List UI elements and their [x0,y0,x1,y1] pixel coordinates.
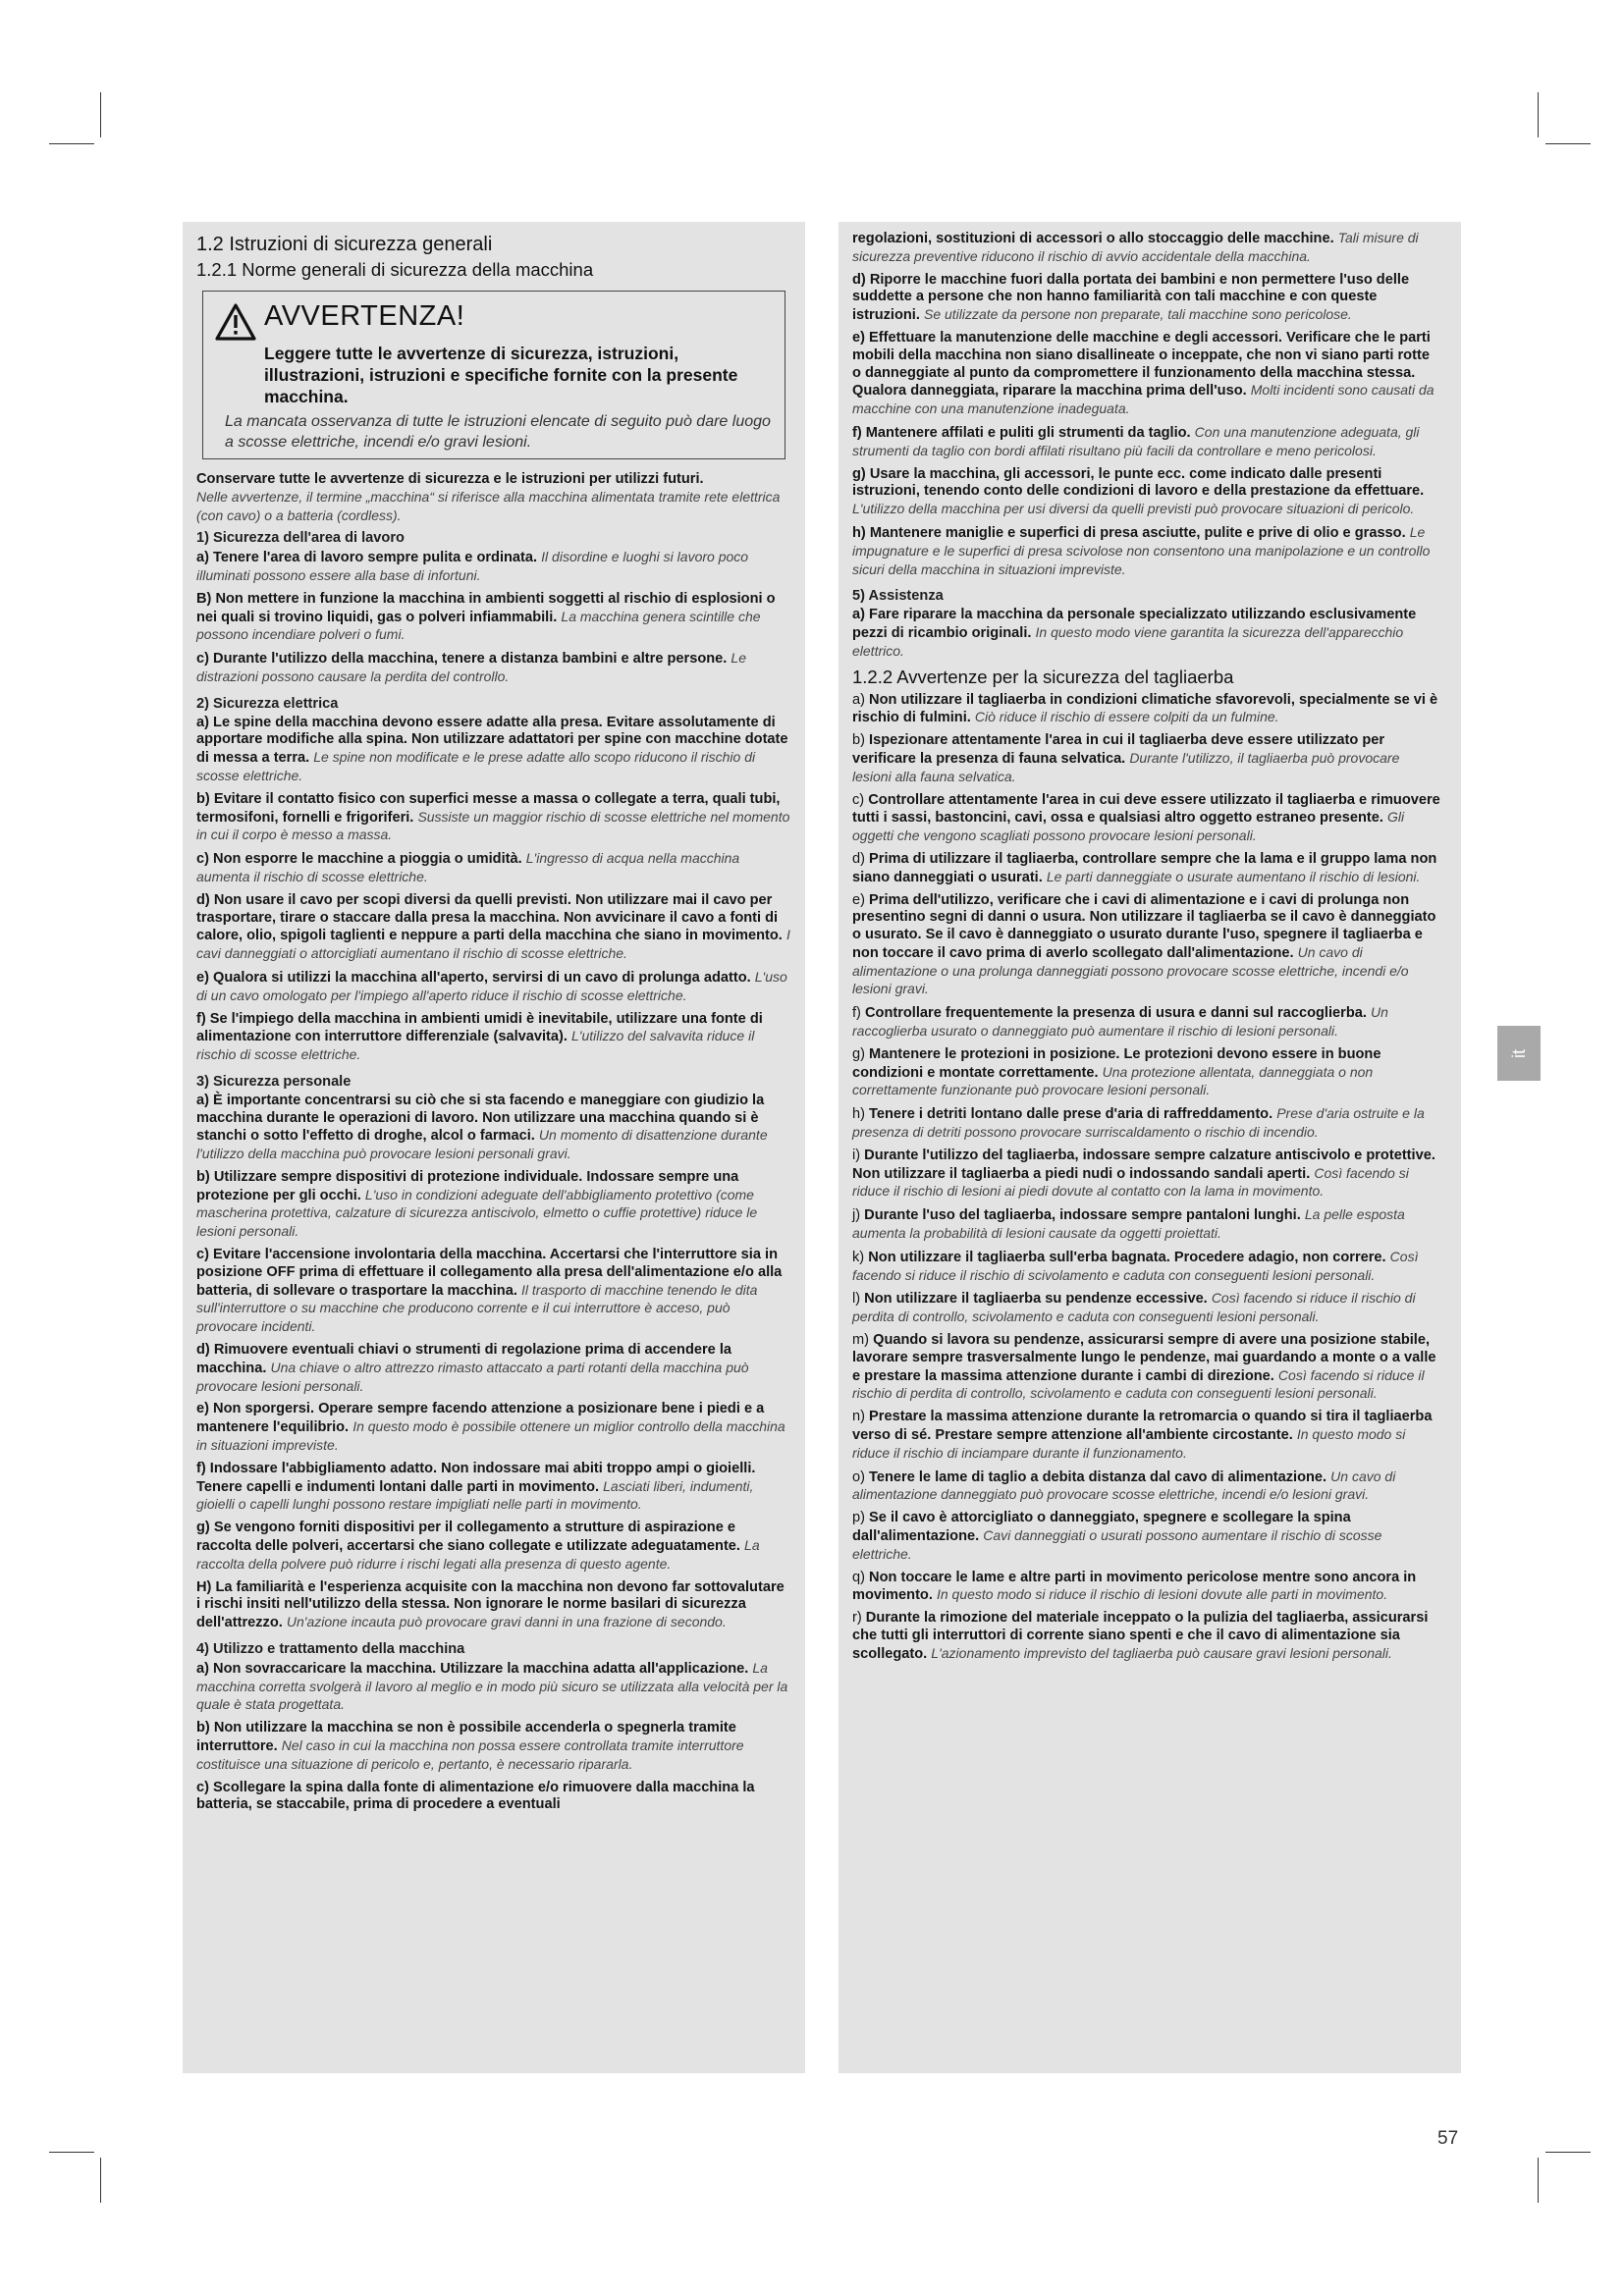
item-explanation: Una chiave o altro attrezzo rimasto attaccato a parti rotanti della macchina può provocare lesioni personali. [196,1359,749,1394]
item-explanation: L'ingresso di acqua nella macchina aumenta il rischio di scosse elettriche. [196,850,740,884]
safety-item [196,969,791,1006]
subsection-heading: 5) Assistenza [852,588,944,605]
item-prefix: r) [852,1610,862,1627]
item-instruction: Durante l'uso del tagliaerba, indossare sempre pantaloni lunghi. [864,1207,1301,1224]
item-instruction: b) Evitare il contatto fisico con superfici messe a massa o collegate a terra, quali tubi, termosifoni, fornelli e frigoriferi. [196,790,781,826]
safety-item [196,1247,791,1337]
item-instruction: Ispezionare attentamente l'area in cui il tagliaerba deve essere utilizzato per verificare la presenza di fauna selvatica. [852,732,1385,767]
item-explanation: Un cavo di alimentazione o una prolunga danneggiati possono provocare scosse elettriche, incendi e/o lesioni gravi. [852,943,1409,997]
item-prefix: c) [852,791,865,808]
warning-consequence: La mancata osservanza di tutte le istruzioni elencate di seguito può dare luogo a scosse elettriche, incendi e/o gravi lesioni. [225,413,771,451]
item-instruction: c) Evitare l'accensione involontaria della macchina. Accertarsi che l'interruttore sia in posizione OFF prima di effettuare il collegamento alla presa dell'alimentazione e/o alla batteria, di sollevare o trasportare la macchina. [196,1247,783,1299]
left-items [196,530,791,1814]
crop-mark [1545,143,1591,144]
item-prefix: b) [852,732,865,749]
item-instruction: c) Non esporre le macchine a pioggia o umidità. [196,851,522,868]
safety-item [852,424,1441,461]
left-column [183,222,805,2073]
item-explanation: Così facendo si riduce il rischio di scivolamento e caduta con conseguenti lesioni personali. [852,1248,1419,1283]
item-prefix: d) [852,850,865,867]
safety-item [852,466,1441,519]
item-explanation: I cavi danneggiati o attorcigliati aumentano il rischio di scosse elettriche. [196,927,790,962]
safety-item [196,1401,791,1455]
item-instruction: f) Indossare l'abbigliamento adatto. Non indossare mai abiti troppo ampi o gioielli. Tenere capelli e indumenti lontani dalle parti in movimento. [196,1460,756,1495]
item-instruction: h) Mantenere maniglie e superfici di presa asciutte, pulite e prive di olio e grasso. [852,524,1406,541]
item-instruction: Durante l'utilizzo del tagliaerba, indossare sempre calzature antiscivolo e protettive. Non utilizzare il tagliaerba a piedi nudi o indossando sandali aperti. [852,1147,1435,1182]
item-explanation: Un momento di disattenzione durante l'utilizzo della macchina può provocare lesioni personali gravi. [196,1127,768,1162]
crop-mark [1538,92,1539,137]
item-instruction: a) Le spine della macchina devono essere adatte alla presa. Evitare assolutamente di apportare modifiche alla spina. Non utilizzare adattatori per spine con macchine dotate di messa a terra. [196,714,788,767]
item-instruction: a) Non sovraccaricare la macchina. Utilizzare la macchina adatta all'applicazione. [196,1660,749,1677]
item-instruction: e) Effettuare la manutenzione delle macchine e degli accessori. Verificare che le parti mobili della macchina non siano disallineate o inceppate, che non vi siano parti rotte o danneggiate al punto da compromettere il funzionamento della macchina stessa. Qualora danneggiata, riparare la macchina prima dell'uso. [852,329,1431,400]
item-explanation: Con una manutenzione adeguata, gli strumenti da taglio con bordi affilati risultano più facili da controllare e meno pericolosi. [852,423,1420,458]
section-subtitle: 1.2.2 Avvertenze per la sicurezza del tagliaerba [852,666,1234,687]
item-instruction: Durante la rimozione del materiale inceppato o la pulizia del tagliaerba, assicurarsi che tutti gli interruttori di corrente siano spenti e che il cavo di alimentazione sia scollegato. [852,1610,1429,1662]
item-explanation: Così facendo si riduce il rischio di lesioni ai piedi dovute al contatto con la lama in movimento. [852,1164,1409,1200]
item-instruction: Prima dell'utilizzo, verificare che i cavi di alimentazione e i cavi di prolunga non presentino segni di danni o usura. Non utilizzare il tagliaerba se il cavo è danneggiato o usurato. Se il cavo è danneggiato o usurato durante l'uso, spegnere il tagliaerba e non toccare il cavo prima di averlo scollegato dall'alimentazione. [852,891,1436,961]
item-instruction: b) Non utilizzare la macchina se non è possibile accenderla o spegnerla tramite interruttore. [196,1720,736,1754]
item-instruction: regolazioni, sostituzioni di accessori o allo stoccaggio delle macchine. [852,231,1334,246]
item-prefix: j) [852,1207,861,1224]
item-explanation: L'uso in condizioni adeguate dell'abbigliamento protettivo (come mascherina protettiva, calzature di sicurezza antiscivolo, elmetto o cuffie protettive) riduce le lesioni personali. [196,1186,758,1240]
item-explanation: L'uso di un cavo omologato per l'impiego all'aperto riduce il rischio di scosse elettriche. [196,968,787,1003]
item-instruction: Se il cavo è attorcigliato o danneggiato, spegnere e scollegare la spina dall'alimentazione. [852,1510,1351,1544]
item-explanation: Sussiste un maggior rischio di scosse elettriche nel momento in cui il corpo è messo a massa. [196,808,790,843]
item-prefix: f) [852,1005,861,1022]
item-instruction: Non utilizzare il tagliaerba in condizioni climatiche sfavorevoli, specialmente se vi è rischio di fulmini. [852,691,1438,726]
item-prefix: h) [852,1106,865,1123]
item-instruction: b) Utilizzare sempre dispositivi di protezione individuale. Indossare sempre una protezione per gli occhi. [196,1168,739,1203]
item-prefix: l) [852,1291,861,1308]
item-explanation: Un'azione incauta può provocare gravi danni in una frazione di secondo. [286,1614,727,1630]
item-instruction: e) Non sporgersi. Operare sempre facendo attenzione a posizionare bene i piedi e a mantenere l'equilibrio. [196,1401,765,1436]
safety-item [196,791,791,845]
item-explanation: In questo modo viene garantita la sicurezza dell'apparecchio elettrico. [852,623,1404,659]
safety-item [852,1510,1441,1564]
safety-item [196,850,791,887]
intro-bold: Conservare tutte le avvertenze di sicurezza e le istruzioni per utilizzi futuri. [196,471,704,487]
item-explanation: Se utilizzate da persone non preparate, tali macchine sono pericolose. [923,306,1352,323]
item-prefix: p) [852,1510,865,1526]
item-instruction: d) Non usare il cavo per scopi diversi da quelli previsti. Non utilizzare mai il cavo per trasportare, tirare o staccare dalla presa la macchina. Non avvicinare il cavo a fonti di calore, olio, spigoli taglienti e neppure a parti della macchina che siano in movimento. [196,891,783,944]
item-instruction: B) Non mettere in funzione la macchina in ambienti soggetti al rischio di esplosioni o nei quali si trovino liquidi, gas o polveri infiammabili. [196,590,776,625]
safety-item [196,715,791,786]
item-explanation: Le parti danneggiate o usurate aumentano il rischio di lesioni. [1046,868,1421,884]
right-column [839,222,1461,2073]
item-explanation: Nel caso in cui la macchina non possa essere controllata tramite interruttore costituisce una situazione di pericolo e, pertanto, è necessario ripararla. [196,1737,744,1772]
item-explanation: Una protezione allentata, danneggiata o non correttamente funzionante può provocare lesioni personali. [852,1063,1374,1098]
crop-mark [1545,2152,1591,2153]
safety-item [196,1660,791,1715]
subsection-heading: 3) Sicurezza personale [196,1073,352,1090]
item-explanation: L'utilizzo del salvavita riduce il rischio di scosse elettriche. [196,1028,755,1063]
item-prefix: a) [852,691,865,708]
item-explanation: Tali misure di sicurezza preventive riducono il rischio di avvio accidentale della macchina. [852,230,1419,264]
safety-item [852,230,1441,267]
safety-item [852,1148,1441,1201]
language-tab-label: it [1508,1048,1529,1058]
safety-item [196,1093,791,1164]
item-instruction: a) È importante concentrarsi su ciò che si sta facendo e maneggiare con giudizio la macchina durante le operazioni di lavoro. Non utilizzare una macchina quando si è stanchi o sotto l'effetto di droghe, alcol o farmaci. [196,1092,765,1145]
warning-triangle-icon [215,303,256,341]
safety-item [196,1520,791,1574]
item-explanation: L'azionamento imprevisto del tagliaerba può causare gravi lesioni personali. [931,1644,1392,1661]
item-explanation: L'utilizzo della macchina per usi diversi da quelli previsti può provocare situazioni di pericolo. [852,501,1415,517]
subsection-heading: 1) Sicurezza dell'area di lavoro [196,530,405,547]
safety-item [852,1290,1441,1327]
section-title: 1.2 Istruzioni di sicurezza generali [196,234,493,255]
safety-item [852,607,1441,661]
item-instruction: g) Se vengono forniti dispositivi per il collegamento a strutture di aspirazione e raccolta delle polveri, accertarsi che siano collegate e utilizzate adeguatamente. [196,1520,740,1555]
safety-item [852,892,1441,1000]
item-prefix: m) [852,1332,870,1349]
item-prefix: n) [852,1409,865,1425]
item-instruction: d) Riporre le macchine fuori dalla portata dei bambini e non permettere l'uso delle suddette a persone che non hanno familiarità con tali macchine e con queste istruzioni. [852,271,1410,324]
item-instruction: d) Rimuovere eventuali chiavi o strumenti di regolazione prima di accendere la macchina. [196,1342,731,1376]
crop-mark [49,2152,94,2153]
safety-item [852,851,1441,887]
item-explanation: Così facendo si riduce il rischio di perdita di controllo, scivolamento e caduta con conseguenti lesioni personali. [852,1290,1416,1325]
item-explanation: Un cavo di alimentazione danneggiato può provocare scosse elettriche, incendi e/o lesioni gravi. [852,1468,1396,1503]
item-instruction: Controllare attentamente l'area in cui deve essere utilizzato il tagliaerba e rimuovere tutti i sassi, bastoncini, cavi, ossa e qualsiasi altro oggetto estraneo presente. [852,791,1440,827]
safety-item [852,272,1441,325]
item-explanation: In questo modo si riduce il rischio di inciampare durante il funzionamento. [852,1426,1406,1461]
item-instruction: Non toccare le lame e altre parti in movimento pericolose mentre sono ancora in movimento. [852,1569,1417,1604]
item-explanation: La macchina corretta svolgerà il lavoro al meglio e in modo più sicuro se utilizzata alla velocità per la quale è stata progettata. [196,1659,788,1713]
item-instruction: Tenere i detriti lontano dalle prese d'aria di raffreddamento. [869,1106,1273,1123]
item-instruction: g) Usare la macchina, gli accessori, le punte ecc. come indicato dalle presenti istruzioni, tenendo conto delle condizioni di lavoro e della prestazione da effettuare. [852,465,1425,500]
warning-instruction: Leggere tutte le avvertenze di sicurezza, istruzioni, illustrazioni, istruzioni e specifiche fornite con la presente macchina. [264,344,738,406]
item-explanation: Ciò riduce il rischio di essere colpiti da un fulmine. [974,709,1279,725]
safety-item [852,1004,1441,1041]
safety-item [196,1011,791,1065]
item-explanation: La raccolta della polvere può ridurre i rischi legati alla presenza di questo agente. [196,1537,760,1572]
item-instruction: Quando si lavora su pendenze, assicurarsi sempre di avere una posizione stabile, lavorare sempre trasversalmente lungo le pendenze, mai guardando a monte o a valle e prestare la massima attenzione durante i cambi di direzione. [852,1332,1436,1384]
safety-item [852,1105,1441,1143]
subsection-heading: 4) Utilizzo e trattamento della macchina [196,1641,465,1658]
safety-item [852,1046,1441,1100]
item-explanation: Il trasporto di macchine tenendo le dita sull'interruttore o su macchine che producono corrente e il cui interruttore è acceso, può provocare incidenti. [196,1281,758,1335]
item-instruction: Mantenere le protezioni in posizione. Le protezioni devono essere in buone condizioni e montate correttamente. [852,1045,1381,1081]
item-explanation: Così facendo si riduce il rischio di perdita di controllo, scivolamento e caduta con conseguenti lesioni personali. [852,1366,1425,1402]
warning-box [202,291,785,459]
item-instruction: c) Scollegare la spina dalla fonte di alimentazione e/o rimuovere dalla macchina la batteria, se staccabile, prima di procedere a eventuali [196,1779,755,1813]
item-instruction: a) Fare riparare la macchina da personale specializzato utilizzando esclusivamente pezzi di ricambio originali. [852,607,1417,641]
item-prefix: g) [852,1045,865,1062]
safety-item [196,892,791,964]
safety-item [852,1570,1441,1606]
safety-item [852,1206,1441,1244]
item-explanation: La macchina genera scintille che possono incendiare polveri o fumi. [196,608,761,643]
safety-item [196,1720,791,1774]
item-explanation: In questo modo si riduce il rischio di lesioni dovute alle parti in movimento. [936,1586,1388,1603]
item-explanation: Il disordine e luoghi si lavoro poco illuminati possono essere alla base di infortuni. [196,549,749,583]
page-number: 57 [1437,2128,1459,2149]
safety-item [852,524,1441,579]
item-instruction: H) La familiarità e l'esperienza acquisite con la macchina non devono far sottovalutare i rischi insiti nell'utilizzo della stessa. Non ignorare le norme basilari di sicurezza dell'attrezzo. [196,1578,785,1631]
warning-title: AVVERTENZA! [264,300,465,332]
safety-item [852,1610,1441,1663]
item-explanation: Prese d'aria ostruite e la presenza di detriti possono provocare surriscaldamento o rischio di incendio. [852,1105,1425,1141]
item-instruction: Non utilizzare il tagliaerba sull'erba bagnata. Procedere adagio, non correre. [868,1249,1386,1265]
item-explanation: Le spine non modificate e le prese adatte allo scopo riducono il rischio di scosse elettriche. [196,749,756,783]
item-explanation: Le impugnature e le superfici di presa scivolose non consentono una manipolazione e un controllo sicuri della macchina in situazioni impreviste. [852,523,1431,577]
item-explanation: Le distrazioni possono causare la perdita del controllo. [196,650,746,684]
item-prefix: o) [852,1468,865,1485]
crop-mark [100,2158,101,2203]
item-prefix: q) [852,1569,865,1585]
item-instruction: Prestare la massima attenzione durante la retromarcia o quando si tira il tagliaerba verso di sé. Prestare sempre attenzione all'ambiente circostante. [852,1409,1433,1444]
safety-item [196,1780,791,1815]
safety-item [852,1409,1441,1463]
safety-item [196,1461,791,1515]
safety-item [196,1342,791,1396]
crop-mark [49,143,94,144]
safety-item [196,650,791,687]
safety-item [852,1468,1441,1506]
item-explanation: Durante l'utilizzo, il tagliaerba può provocare lesioni alla fauna selvatica. [852,749,1400,784]
safety-item [852,692,1441,728]
item-prefix: e) [852,891,865,908]
item-instruction: Tenere le lame di taglio a debita distanza dal cavo di alimentazione. [869,1468,1327,1485]
safety-item [852,792,1441,846]
item-instruction: Prima di utilizzare il tagliaerba, controllare sempre che la lama e il gruppo lama non siano danneggiati o usurati. [852,850,1437,885]
safety-item [852,1249,1441,1286]
intro-paragraph [196,471,791,525]
safety-item [196,591,791,645]
safety-item [852,330,1441,419]
item-explanation: Gli oggetti che vengono scagliati possono provocare lesioni personali. [852,809,1405,844]
intro-italic: Nelle avvertenze, il termine „macchina“ si riferisce alla macchina alimentata tramite rete elettrica (con cavo) o a batteria (cordless). [196,488,781,523]
crop-mark [1538,2158,1539,2203]
item-prefix: k) [852,1249,865,1265]
subsection-heading: 2) Sicurezza elettrica [196,695,339,712]
safety-item [852,1332,1441,1404]
safety-item [196,549,791,586]
safety-item [852,732,1441,786]
language-tab [1497,1026,1541,1081]
item-instruction: Non utilizzare il tagliaerba su pendenze eccessive. [864,1291,1208,1308]
item-instruction: Controllare frequentemente la presenza di usura e danni sul raccoglierba. [864,1005,1367,1022]
item-prefix: i) [852,1147,861,1163]
item-instruction: c) Durante l'utilizzo della macchina, tenere a distanza bambini e altre persone. [196,651,728,667]
right-items [852,230,1441,1664]
item-explanation: Un raccoglierba usurato o danneggiato può aumentare il rischio di lesioni personali. [852,1004,1388,1040]
safety-item [196,1169,791,1242]
item-explanation: Cavi danneggiati o usurati possono aumentare il rischio di scosse elettriche. [852,1527,1382,1562]
item-explanation: In questo modo è possibile ottenere un miglior controllo della macchina in situazioni impreviste. [196,1418,785,1454]
item-instruction: a) Tenere l'area di lavoro sempre pulita e ordinata. [196,550,538,566]
item-instruction: f) Mantenere affilati e puliti gli strumenti da taglio. [852,424,1191,441]
crop-mark [100,92,101,137]
safety-item [196,1579,791,1632]
item-explanation: Molti incidenti sono causati da macchine con una manutenzione inadeguata. [852,382,1435,417]
section-subtitle: 1.2.1 Norme generali di sicurezza della macchina [196,259,594,280]
item-explanation: La pelle esposta aumenta la probabilità di lesioni causate da oggetti proiettati. [852,1206,1405,1242]
item-explanation: Lasciati liberi, indumenti, gioielli o capelli lunghi possono restare impigliati nelle parti in movimento. [196,1477,754,1513]
item-instruction: f) Se l'impiego della macchina in ambienti umidi è inevitabile, utilizzare una fonte di alimentazione con interruttore differenziale (salvavita). [196,1010,763,1045]
item-instruction: e) Qualora si utilizzi la macchina all'aperto, servirsi di un cavo di prolunga adatto. [196,969,751,986]
